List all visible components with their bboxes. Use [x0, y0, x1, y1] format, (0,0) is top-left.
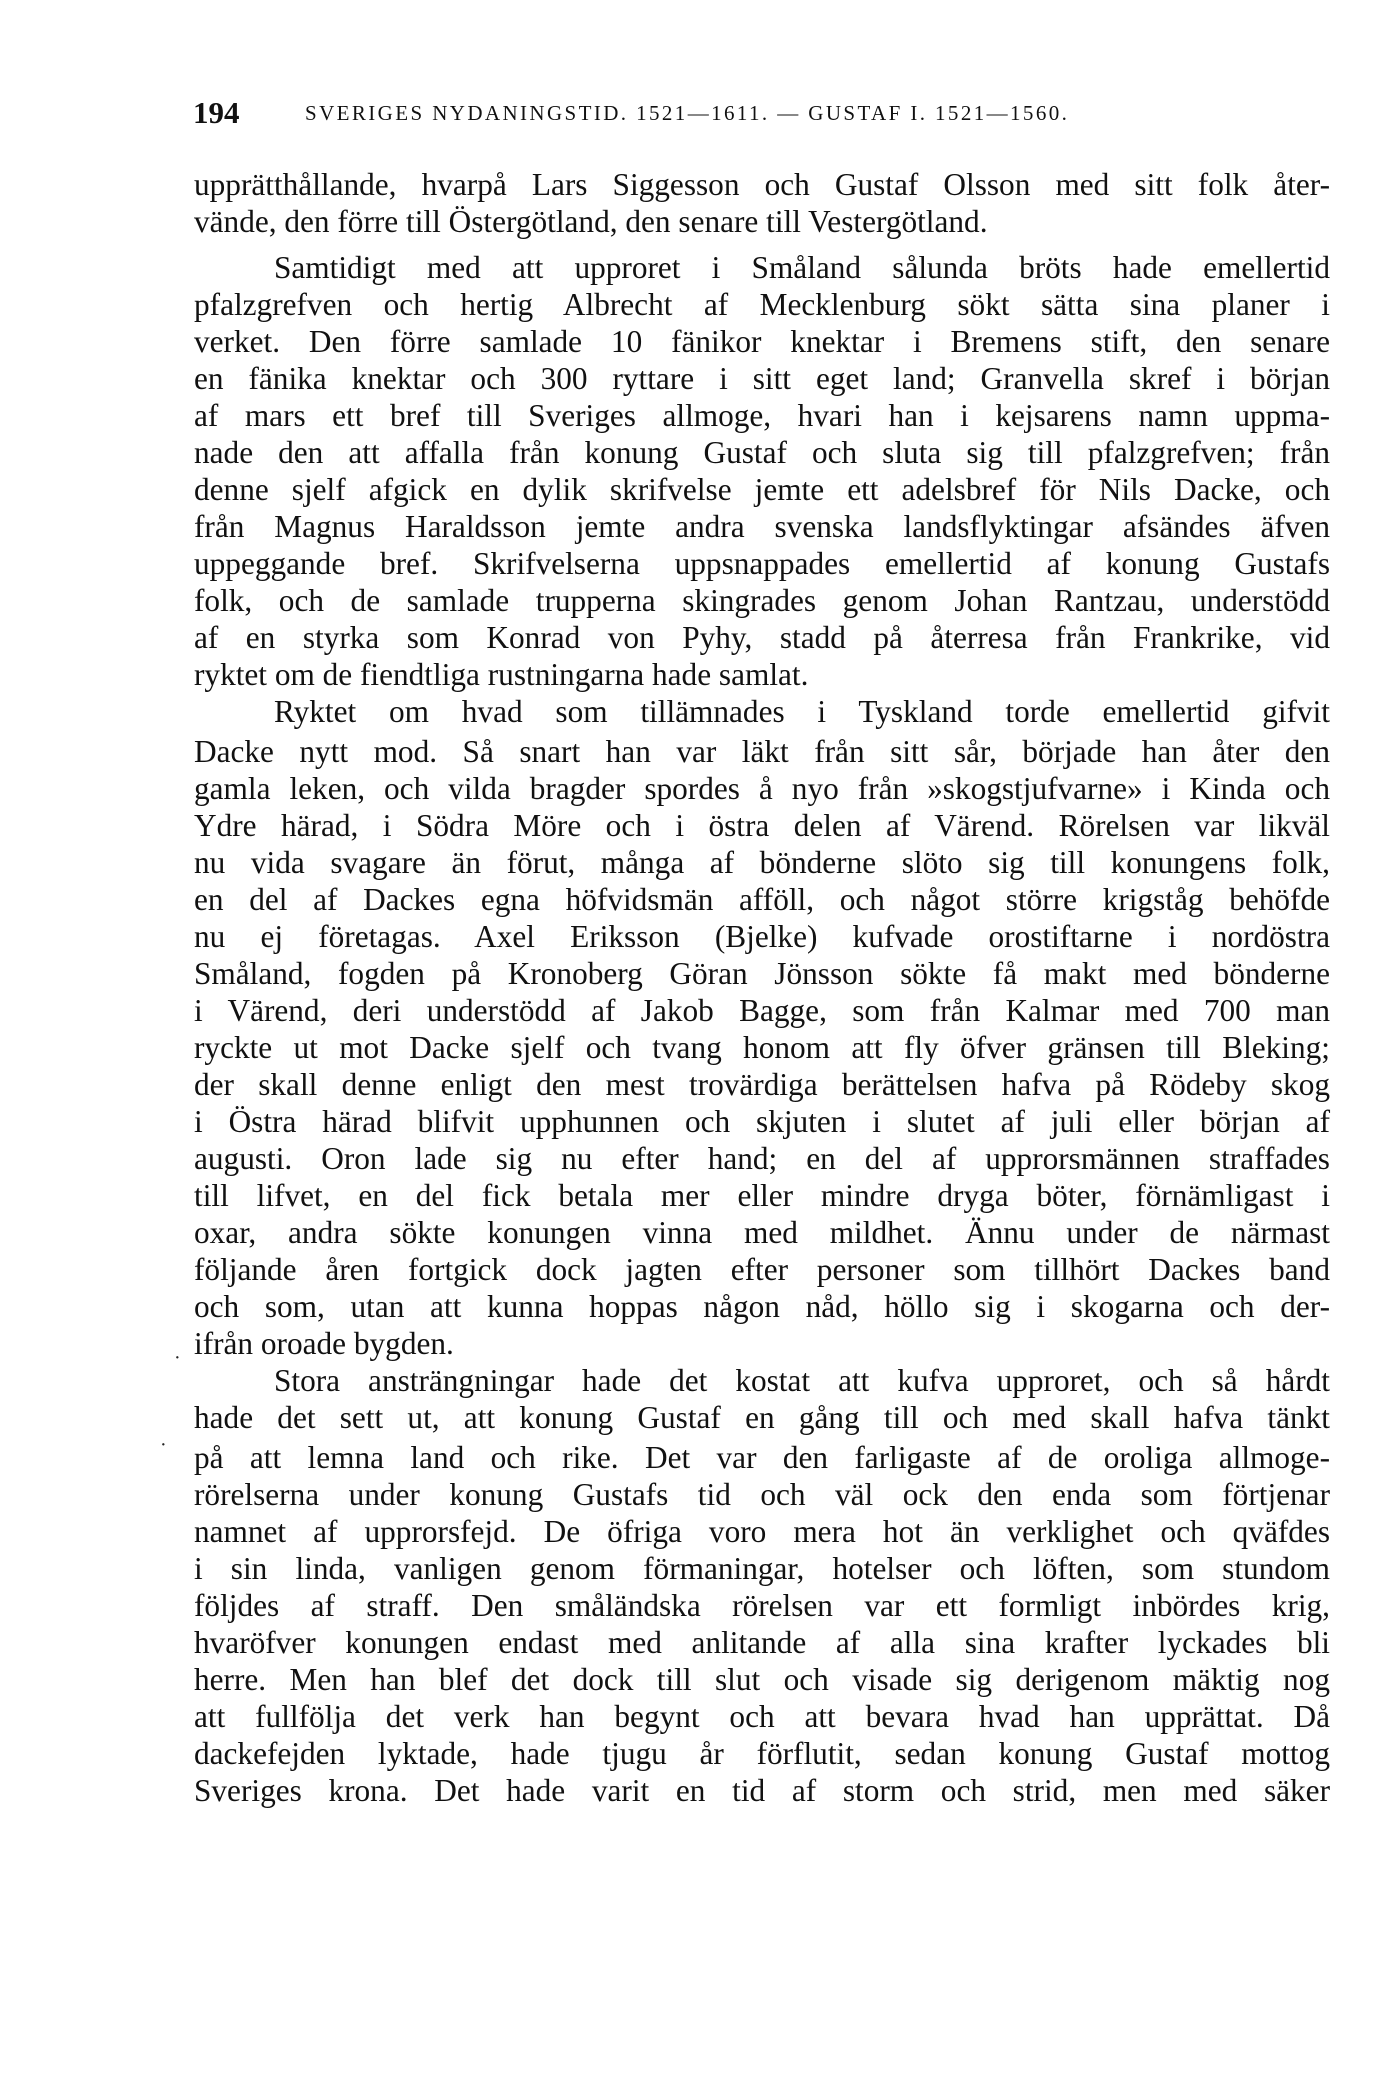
text-line: herre. Men han blef det dock till slut och visade sig derigenom mäktig nog: [194, 1662, 1330, 1697]
text-line: gamla leken, och vilda bragder spordes å nyo från »skogstjufvarne» i Kinda och: [194, 771, 1330, 806]
text-line: namnet af upprorsfejd. De öfriga voro mera hot än verklighet och qväfdes: [194, 1514, 1330, 1549]
text-line: dackefejden lyktade, hade tjugu år förflutit, sedan konung Gustaf mottog: [194, 1736, 1330, 1771]
text-line: till lifvet, en del fick betala mer eller mindre dryga böter, förnämligast i: [194, 1178, 1330, 1213]
text-line: en del af Dackes egna höfvidsmän afföll, och något större krigståg behöfde: [194, 882, 1330, 917]
text-line: följdes af straff. Den småländska rörelsen var ett formligt inbördes krig,: [194, 1588, 1330, 1623]
text-line: Ydre härad, i Södra Möre och i östra delen af Värend. Rörelsen var likväl: [194, 808, 1330, 843]
text-line: ifrån oroade bygden.: [194, 1326, 454, 1361]
text-line: i Östra härad blifvit upphunnen och skjuten i slutet af juli eller början af: [194, 1104, 1330, 1139]
text-line: Stora ansträngningar hade det kostat att kufva upproret, och så hårdt: [274, 1363, 1330, 1398]
text-line: pfalzgrefven och hertig Albrecht af Mecklenburg sökt sätta sina planer i: [194, 287, 1330, 322]
text-line: rörelserna under konung Gustafs tid och väl ock den enda som förtjenar: [194, 1477, 1330, 1512]
text-line: augusti. Oron lade sig nu efter hand; en del af upprorsmännen straffades: [194, 1141, 1330, 1176]
text-line: Dacke nytt mod. Så snart han var läkt från sitt sår, började han åter den: [194, 734, 1330, 769]
text-line: der skall denne enligt den mest trovärdiga berättelsen hafva på Rödeby skog: [194, 1067, 1330, 1102]
text-line: Samtidigt med att upproret i Småland sålunda bröts hade emellertid: [274, 250, 1330, 285]
text-line: uppeggande bref. Skrifvelserna uppsnappades emellertid af konung Gustafs: [194, 546, 1330, 581]
text-line: att fullfölja det verk han begynt och att bevara hvad han upprättat. Då: [194, 1699, 1330, 1734]
margin-mark: ·: [160, 1434, 167, 1456]
text-line: af mars ett bref till Sveriges allmoge, hvari han i kejsarens namn uppma-: [194, 398, 1330, 433]
text-line: en fänika knektar och 300 ryttare i sitt eget land; Granvella skref i början: [194, 361, 1330, 396]
page-number: 194: [193, 95, 240, 130]
text-line: verket. Den förre samlade 10 fänikor knektar i Bremens stift, den senare: [194, 324, 1330, 359]
text-line: och som, utan att kunna hoppas någon nåd, höllo sig i skogarna och der-: [194, 1289, 1330, 1324]
text-line: nu ej företagas. Axel Eriksson (Bjelke) kufvade orostiftarne i nordöstra: [194, 919, 1330, 954]
text-line: nu vida svagare än förut, många af bönderne slöto sig till konungens folk,: [194, 845, 1330, 880]
text-line: i sin linda, vanligen genom förmaningar, hotelser och löften, som stundom: [194, 1551, 1330, 1586]
text-line: hvaröfver konungen endast med anlitande af alla sina krafter lyckades bli: [194, 1625, 1330, 1660]
running-title: SVERIGES NYDANINGSTID. 1521—1611. — GUSTAF I. 1521—1560.: [305, 101, 1070, 125]
text-line: af en styrka som Konrad von Pyhy, stadd på återresa från Frankrike, vid: [194, 620, 1330, 655]
margin-mark: ·: [174, 1347, 181, 1369]
text-line: Ryktet om hvad som tillämnades i Tyskland torde emellertid gifvit: [274, 694, 1330, 729]
text-line: Småland, fogden på Kronoberg Göran Jönsson sökte få makt med bönderne: [194, 956, 1330, 991]
text-line: från Magnus Haraldsson jemte andra svenska landsflyktingar afsändes äfven: [194, 509, 1330, 544]
text-line: ryckte ut mot Dacke sjelf och tvang honom att fly öfver gränsen till Bleking;: [194, 1030, 1330, 1065]
text-line: denne sjelf afgick en dylik skrifvelse jemte ett adelsbref för Nils Dacke, och: [194, 472, 1330, 507]
text-line: oxar, andra sökte konungen vinna med mildhet. Ännu under de närmast: [194, 1215, 1330, 1250]
text-line: folk, och de samlade trupperna skingrades genom Johan Rantzau, understödd: [194, 583, 1330, 618]
text-line: upprätthållande, hvarpå Lars Siggesson och Gustaf Olsson med sitt folk åter-: [194, 167, 1330, 202]
text-line: följande åren fortgick dock jagten efter personer som tillhört Dackes band: [194, 1252, 1330, 1287]
page-header: [193, 95, 1218, 137]
text-line: på att lemna land och rike. Det var den farligaste af de oroliga allmoge-: [194, 1440, 1330, 1475]
text-line: nade den att affalla från konung Gustaf och sluta sig till pfalzgrefven; från: [194, 435, 1330, 470]
text-line: i Värend, deri understödd af Jakob Bagge, som från Kalmar med 700 man: [194, 993, 1330, 1028]
text-line: vände, den förre till Östergötland, den senare till Vestergötland.: [194, 204, 988, 239]
text-line: hade det sett ut, att konung Gustaf en gång till och med skall hafva tänkt: [194, 1400, 1330, 1435]
text-line: Sveriges krona. Det hade varit en tid af storm och strid, men med säker: [194, 1773, 1330, 1808]
text-line: ryktet om de fiendtliga rustningarna hade samlat.: [194, 657, 809, 692]
